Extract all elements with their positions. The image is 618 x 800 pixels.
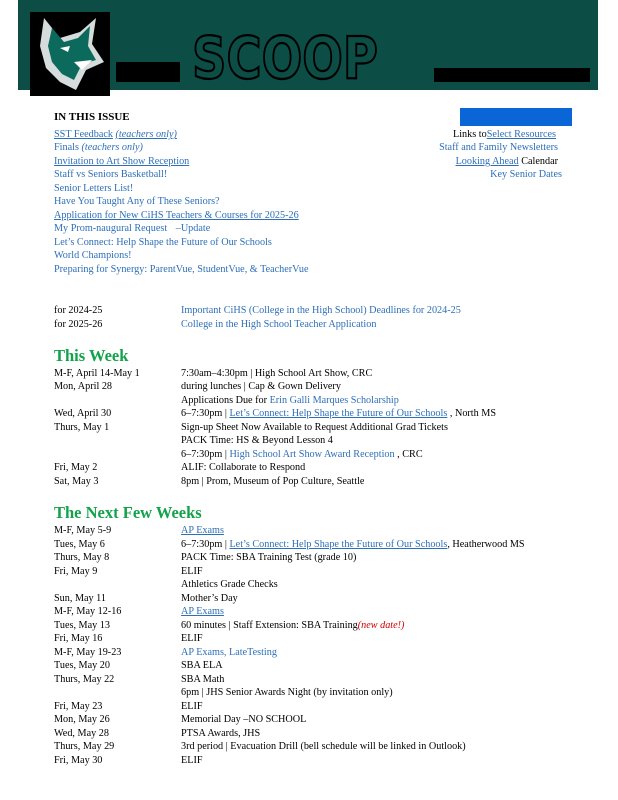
staff-family-newsletters-link[interactable]: Staff and Family Newsletters xyxy=(439,142,558,153)
event-text: Athletics Grade Checks xyxy=(181,579,278,590)
deadline-label: for 2025-26 xyxy=(54,319,103,330)
event-date: Wed, May 28 xyxy=(54,728,109,739)
toc-basketball[interactable]: Staff vs Seniors Basketball! xyxy=(54,169,168,180)
event-text: PTSA Awards, JHS xyxy=(181,728,261,739)
toc-sst-feedback[interactable] xyxy=(54,128,177,141)
event-text: 7:30am–4:30pm | High School Art Show, CRC xyxy=(181,368,373,379)
event-text xyxy=(181,407,496,420)
toc-finals[interactable] xyxy=(54,141,143,154)
event-date: Tues, May 13 xyxy=(54,620,110,631)
art-show-award-link[interactable]: High School Art Show Award Reception xyxy=(229,449,395,460)
deadline-link[interactable]: College in the High School Teacher Application xyxy=(181,319,377,330)
event-text: Memorial Day –NO SCHOOL xyxy=(181,714,307,725)
lets-connect-link[interactable]: Let’s Connect: Help Shape the Future of Our Schools xyxy=(229,539,448,550)
next-few-weeks-heading: The Next Few Weeks xyxy=(54,503,202,522)
in-this-issue-heading: IN THIS ISSUE xyxy=(54,111,130,123)
toc-note: (teachers only) xyxy=(115,129,177,140)
deadline-link[interactable]: Important CiHS (College in the High School) Deadlines for 2024-25 xyxy=(181,305,461,316)
toc-senior-letters[interactable]: Senior Letters List! xyxy=(54,183,134,194)
event-text xyxy=(181,619,404,632)
svg-text:SCOOP: SCOOP xyxy=(192,24,378,92)
toc-note: –Update xyxy=(175,223,211,234)
event-text: ELIF xyxy=(181,633,203,644)
looking-ahead-row xyxy=(456,155,558,168)
event-suffix: , North MS xyxy=(447,408,497,419)
ap-exams-link[interactable]: AP Exams xyxy=(181,606,224,617)
select-resources-link[interactable]: Select Resources xyxy=(486,129,556,140)
calendar-label: Calendar xyxy=(521,156,558,167)
new-date-alert: (new date!) xyxy=(357,620,405,631)
looking-ahead-link[interactable]: Looking Ahead xyxy=(455,156,519,167)
event-text xyxy=(181,538,525,551)
event-date: M-F, April 14-May 1 xyxy=(54,368,140,379)
toc-lets-connect[interactable]: Let’s Connect: Help Shape the Future of Our Schools xyxy=(54,237,272,248)
event-suffix: , CRC xyxy=(394,449,423,460)
event-date: Thurs, May 22 xyxy=(54,674,115,685)
event-date: M-F, May 5-9 xyxy=(54,525,112,536)
event-date: Mon, April 28 xyxy=(54,381,113,392)
event-date: Sun, May 11 xyxy=(54,593,106,604)
toc-prom-request[interactable] xyxy=(54,222,210,235)
toc-art-show-invitation[interactable]: Invitation to Art Show Reception xyxy=(54,156,190,167)
event-text: ELIF xyxy=(181,701,203,712)
key-senior-dates-link[interactable]: Key Senior Dates xyxy=(490,169,562,180)
event-suffix: , Heatherwood MS xyxy=(447,539,525,550)
event-text: ALIF: Collaborate to Respond xyxy=(181,462,306,473)
event-date: Fri, May 30 xyxy=(54,755,103,766)
event-date: M-F, May 19-23 xyxy=(54,647,122,658)
links-to-label: Links to xyxy=(453,129,487,140)
toc-link[interactable]: SST Feedback xyxy=(54,129,113,140)
deadline-label: for 2024-25 xyxy=(54,305,103,316)
husky-logo xyxy=(30,12,110,96)
links-panel-header xyxy=(460,108,572,126)
toc-link[interactable]: Finals xyxy=(54,142,79,153)
event-text: ELIF xyxy=(181,755,203,766)
event-date: Tues, May 6 xyxy=(54,539,105,550)
toc-cihs-application[interactable]: Application for New CiHS Teachers & Courses for 2025-26 xyxy=(54,210,299,221)
ap-exams-late-testing-link[interactable]: AP Exams, LateTesting xyxy=(181,647,277,658)
event-text: SBA Math xyxy=(181,674,225,685)
event-text xyxy=(181,448,423,461)
toc-world-champions[interactable]: World Champions! xyxy=(54,250,132,261)
event-text: PACK Time: SBA Training Test (grade 10) xyxy=(181,552,357,563)
ap-exams-link[interactable]: AP Exams xyxy=(181,525,224,536)
toc-link[interactable]: My Prom-naugural Request xyxy=(54,223,168,234)
event-date: Fri, May 23 xyxy=(54,701,103,712)
event-text: SBA ELA xyxy=(181,660,223,671)
event-prefix: 6–7:30pm | xyxy=(181,408,230,419)
links-to-row xyxy=(453,128,562,141)
event-date: Tues, May 20 xyxy=(54,660,110,671)
event-prefix: 6–7:30pm | xyxy=(181,539,230,550)
scoop-title xyxy=(190,24,380,92)
masthead-bar-right xyxy=(434,68,590,82)
this-week-heading: This Week xyxy=(54,346,129,365)
event-text: 3rd period | Evacuation Drill (bell schedule will be linked in Outlook) xyxy=(181,741,466,752)
event-date: M-F, May 12-16 xyxy=(54,606,122,617)
event-date: Thurs, May 29 xyxy=(54,741,115,752)
event-date: Fri, May 9 xyxy=(54,566,98,577)
masthead-bar-left xyxy=(116,62,180,82)
toc-synergy[interactable]: Preparing for Synergy: ParentVue, StudentVue, & TeacherVue xyxy=(54,264,309,275)
event-date: Mon, May 26 xyxy=(54,714,110,725)
event-text: ELIF xyxy=(181,566,203,577)
event-text: Sign-up Sheet Now Available to Request Additional Grad Tickets xyxy=(181,422,448,433)
event-prefix: Applications Due for xyxy=(181,395,270,406)
event-date: Sat, May 3 xyxy=(54,476,99,487)
toc-taught-seniors[interactable]: Have You Taught Any of These Seniors? xyxy=(54,196,220,207)
event-date: Wed, April 30 xyxy=(54,408,112,419)
event-text xyxy=(181,394,399,407)
event-date: Thurs, May 8 xyxy=(54,552,110,563)
event-text: PACK Time: HS & Beyond Lesson 4 xyxy=(181,435,333,446)
event-main: 60 minutes | Staff Extension: SBA Training xyxy=(181,620,358,631)
event-text: Mother’s Day xyxy=(181,593,238,604)
event-date: Fri, May 16 xyxy=(54,633,103,644)
event-text: 6pm | JHS Senior Awards Night (by invitation only) xyxy=(181,687,393,698)
scholarship-link[interactable]: Erin Galli Marques Scholarship xyxy=(269,395,399,406)
event-date: Fri, May 2 xyxy=(54,462,98,473)
event-text: 8pm | Prom, Museum of Pop Culture, Seattle xyxy=(181,476,365,487)
event-text: during lunches | Cap & Gown Delivery xyxy=(181,381,341,392)
event-prefix: 6–7:30pm | xyxy=(181,449,230,460)
lets-connect-link[interactable]: Let’s Connect: Help Shape the Future of Our Schools xyxy=(229,408,448,419)
event-date: Thurs, May 1 xyxy=(54,422,110,433)
toc-note: (teachers only) xyxy=(81,142,143,153)
